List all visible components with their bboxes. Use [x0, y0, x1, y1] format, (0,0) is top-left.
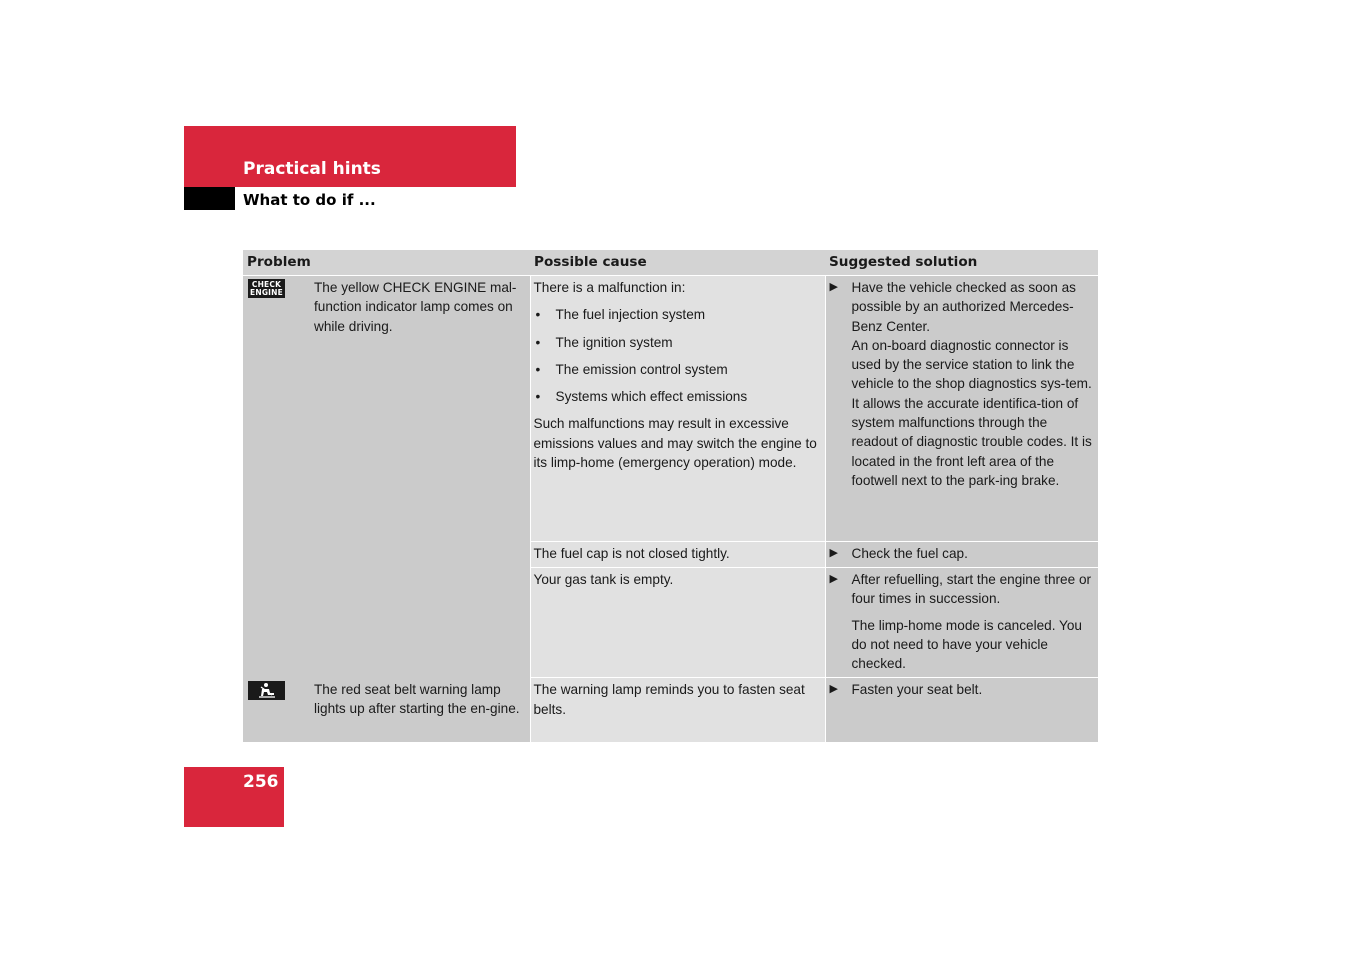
subsection-marker [184, 187, 235, 210]
solution-step: ▶ After refuelling, start the engine three or four times in succession. [829, 572, 1092, 607]
table-header-row [243, 250, 1098, 276]
subsection-title: What to do if ... [243, 191, 376, 209]
cause-cell-malfunction [530, 276, 825, 542]
problem-cell-check-engine [243, 276, 530, 678]
solution-cell-malfunction [825, 276, 1098, 542]
problem-text: The red seat belt warning lamp lights up after starting the en-gine. [314, 681, 520, 717]
cause-intro: There is a malfunction in: [533, 280, 686, 295]
table-row [243, 276, 1098, 542]
arrow-right-icon: ▶ [829, 573, 838, 585]
cause-list [534, 305, 819, 406]
section-title: Practical hints [243, 159, 381, 179]
cause-cell-seat-belt: The warning lamp reminds you to fasten seat belts. [530, 678, 825, 742]
solution-note: The limp-home mode is canceled. You do not need to have your vehicle checked. [851, 617, 1082, 672]
list-item: • Systems which effect emissions [535, 389, 748, 405]
troubleshooting-table [243, 250, 1098, 742]
header-suggested-solution: Suggested solution [825, 250, 1098, 276]
header-possible-cause: Possible cause [530, 250, 825, 276]
cause-cell-fuel-cap: The fuel cap is not closed tightly. [530, 542, 825, 568]
solution-cell-fuel-cap [825, 542, 1098, 568]
solution-cell-seat-belt [825, 678, 1098, 742]
problem-text: The yellow CHECK ENGINE mal-function indicator lamp comes on while driving. [314, 280, 517, 334]
cause-cell-empty-tank: Your gas tank is empty. [530, 568, 825, 678]
arrow-right-icon: ▶ [829, 281, 838, 293]
list-item: • The emission control system [535, 361, 728, 377]
seat-belt-warning-icon [248, 681, 285, 700]
header-problem: Problem [243, 250, 530, 276]
table-row [243, 678, 1098, 742]
page-number: 256 [243, 772, 279, 792]
solution-step: ▶ Fasten your seat belt. [830, 680, 1093, 699]
solution-note: An on-board diagnostic connector is used by the service station to link the vehicle to the shop diagnostics sys-tem. It allows the accurate identifica-tion of system malfunctions through the readout of diagnostic trouble codes. It is located in the front left area of the footwell next to the park-ing brake. [851, 337, 1092, 488]
cause-outro: Such malfunctions may result in excessive emissions values and may switch the engine to its limp-home (emergency operation) mode. [533, 416, 817, 471]
solution-cell-empty-tank [825, 568, 1098, 678]
list-item: • The ignition system [535, 334, 673, 350]
arrow-right-icon: ▶ [829, 683, 838, 696]
problem-cell-seat-belt [243, 678, 530, 742]
solution-step: ▶ Have the vehicle checked as soon as possible by an authorized Mercedes-Benz Center. [829, 280, 1076, 334]
solution-step: ▶ Check the fuel cap. [830, 544, 1093, 563]
list-item: • The fuel injection system [535, 307, 706, 323]
arrow-right-icon: ▶ [829, 547, 838, 559]
check-engine-icon: CHECK ENGINE [248, 279, 285, 298]
